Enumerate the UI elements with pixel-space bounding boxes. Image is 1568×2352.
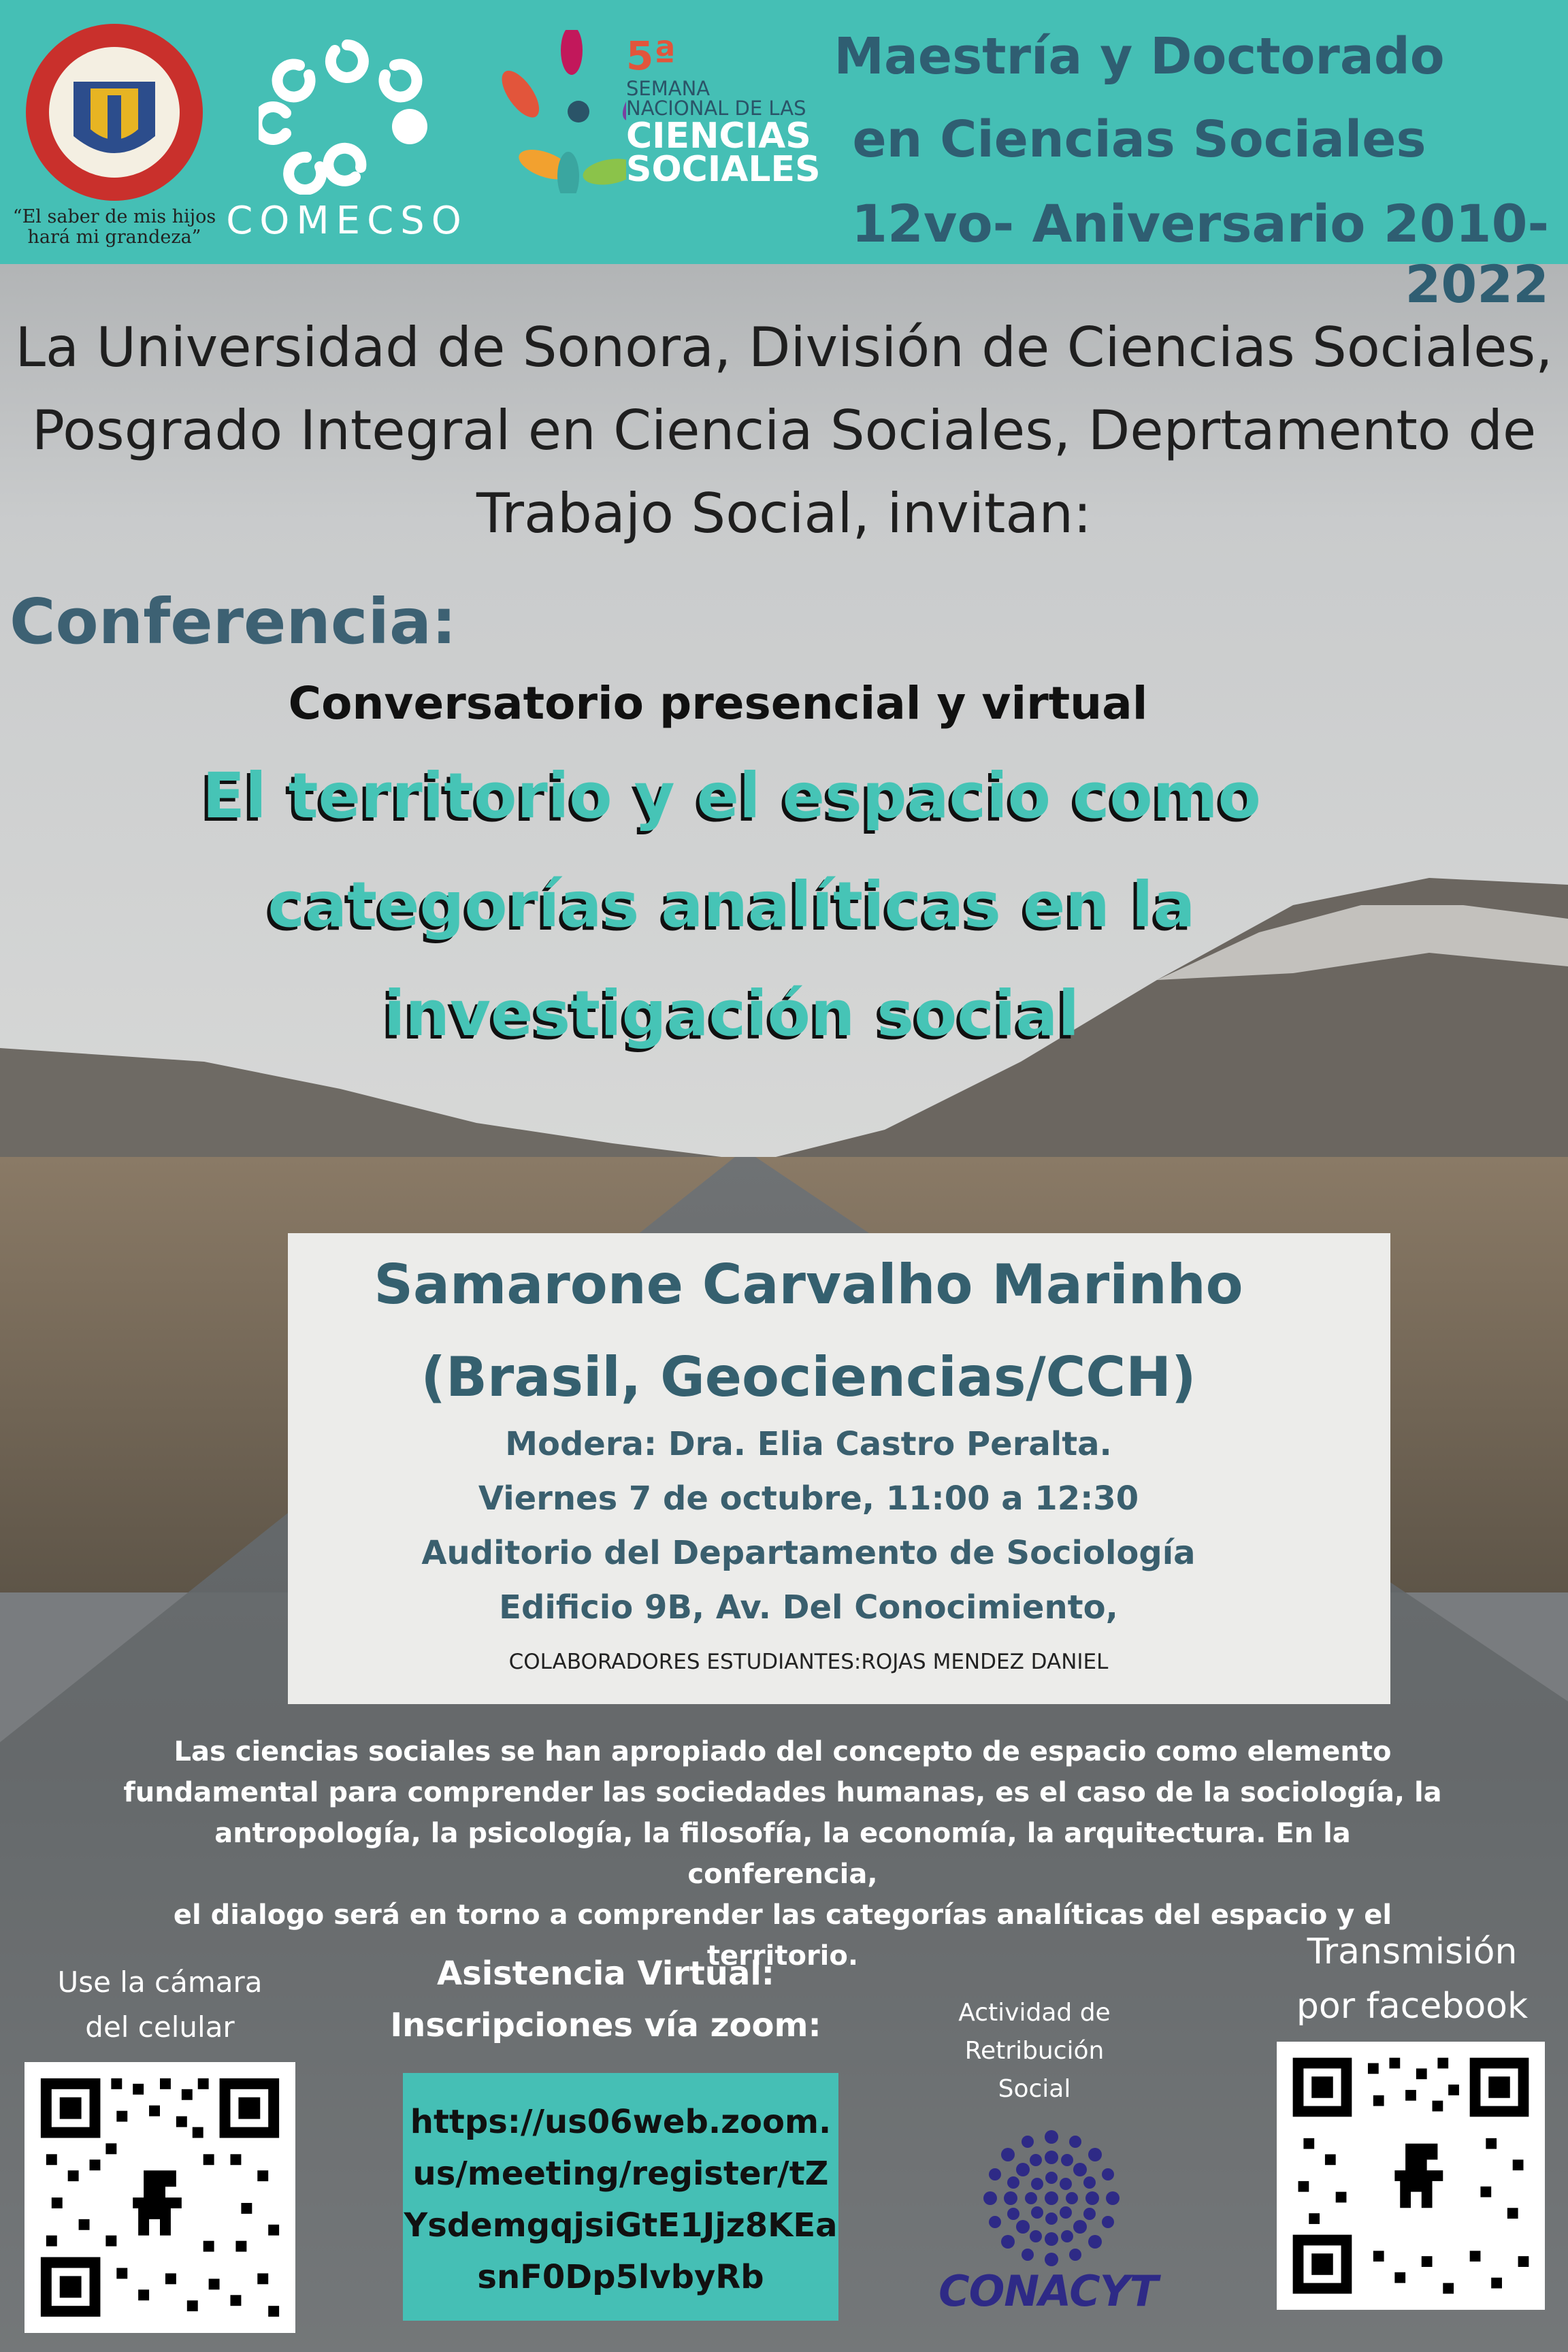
retribucion-line-1: Actividad de [958,1999,1111,2027]
header-title-line-2: en Ciencias Sociales [852,110,1426,169]
facebook-line-1: Transmisión [1307,1931,1518,1972]
comecso-logo-icon [259,24,436,195]
zoom-link-line-1: https://us06web.zoom. [410,2103,832,2141]
semana-number: 5ª [626,33,676,79]
camera-instruction [20,1960,299,2050]
venue-line: Auditorio del Departamento de Sociología [421,1534,1196,1572]
event-details [288,1417,1329,1635]
semana-big-line-2: SOCIALES [626,149,821,191]
speaker-name [288,1239,1329,1424]
intro-line-3: Trabajo Social, invitan: [476,482,1092,545]
university-seal [12,20,216,247]
comecso-label: COMECSO [226,199,468,243]
camera-line-1: Use la cámara [57,1965,263,1999]
abstract-line-2: fundamental para comprender las sociedades humanas, es el caso de la sociología, la [123,1777,1442,1808]
semana-small-line-1: SEMANA [626,77,710,100]
virtual-attendance [381,1948,830,2051]
abstract-line-5: territorio. [706,1940,859,1972]
format-label: Conversatorio presencial y virtual [288,677,1148,730]
abstract-line-1: Las ciencias sociales se han apropiado del concepto de espacio como elemento [174,1736,1392,1767]
talk-title-line-2: categorías analíticas en la [267,868,1196,941]
address-line: Edificio 9B, Av. Del Conocimiento, [499,1588,1118,1627]
abstract-line-3: antropología, la psicología, la filosofía, la economía, la arquitectura. En la conferencia, [214,1818,1351,1890]
facebook-transmission-label [1266,1925,1558,2034]
semana-big-line-1: CIENCIAS [626,116,811,157]
university-seal-icon [16,20,213,204]
semana-ciencias-sociales-logo-icon [470,30,626,193]
header-title-line-1: Maestría y Doctorado [834,27,1445,86]
qr-code-registration[interactable] [24,2062,295,2333]
semana-big-text [626,116,821,191]
speaker-affiliation-line: (Brasil, Geociencias/CCH) [421,1345,1196,1409]
conacyt-label: CONACYT [938,2266,1158,2316]
qr-code-icon [1277,2042,1545,2310]
retribucion-label [932,1994,1137,2108]
moderator-line: Modera: Dra. Elia Castro Peralta. [505,1425,1112,1463]
talk-title-line-3: investigación social [383,977,1080,1050]
retribucion-line-3: Social [998,2075,1071,2103]
qr-code-facebook[interactable] [1277,2042,1545,2310]
intro-paragraph [0,306,1568,555]
talk-title-line-1: El territorio y el espacio como [202,760,1261,832]
abstract-line-4: el dialogo será en torno a comprender las categorías analíticas del espacio y el [173,1899,1392,1931]
zoom-link-line-3: YsdemgqjsiGtE1Jjz8KEa [404,2206,838,2244]
intro-line-1: La Universidad de Sonora, División de Ciencias Sociales, [15,316,1553,379]
camera-line-2: del celular [85,2010,235,2044]
intro-line-2: Posgrado Integral en Ciencia Sociales, Deprtamento de [31,399,1537,462]
qr-code-icon [24,2062,295,2333]
zoom-link-line-2: us/meeting/register/tZ [412,2155,829,2193]
zoom-registration-line: Inscripciones vía zoom: [390,2006,821,2044]
university-motto: “El saber de mis hijos hará mi grandeza” [12,206,216,248]
conacyt-logo-icon [977,2123,1126,2273]
conference-label: Conferencia: [10,585,457,658]
speaker-name-line: Samarone Carvalho Marinho [374,1253,1243,1316]
header-anniversary: 12vo- Aniversario 2010- 2022 [851,193,1549,314]
facebook-line-2: por facebook [1296,1986,1529,2027]
virtual-attendance-line: Asistencia Virtual: [436,1955,774,1993]
semana-small-text [626,79,806,118]
datetime-line: Viernes 7 de octubre, 11:00 a 12:30 [478,1480,1139,1518]
abstract-paragraph [116,1731,1450,1976]
zoom-registration-link[interactable] [403,2096,838,2303]
talk-title [0,742,1463,1068]
semana-small-line-2: NACIONAL DE LAS [626,97,806,120]
zoom-link-line-4: snF0Dp5lvbyRb [477,2258,764,2296]
retribucion-line-2: Retribución [964,2037,1105,2065]
collaborators-line: COLABORADORES ESTUDIANTES:ROJAS MENDEZ DANIEL [508,1650,1109,1674]
